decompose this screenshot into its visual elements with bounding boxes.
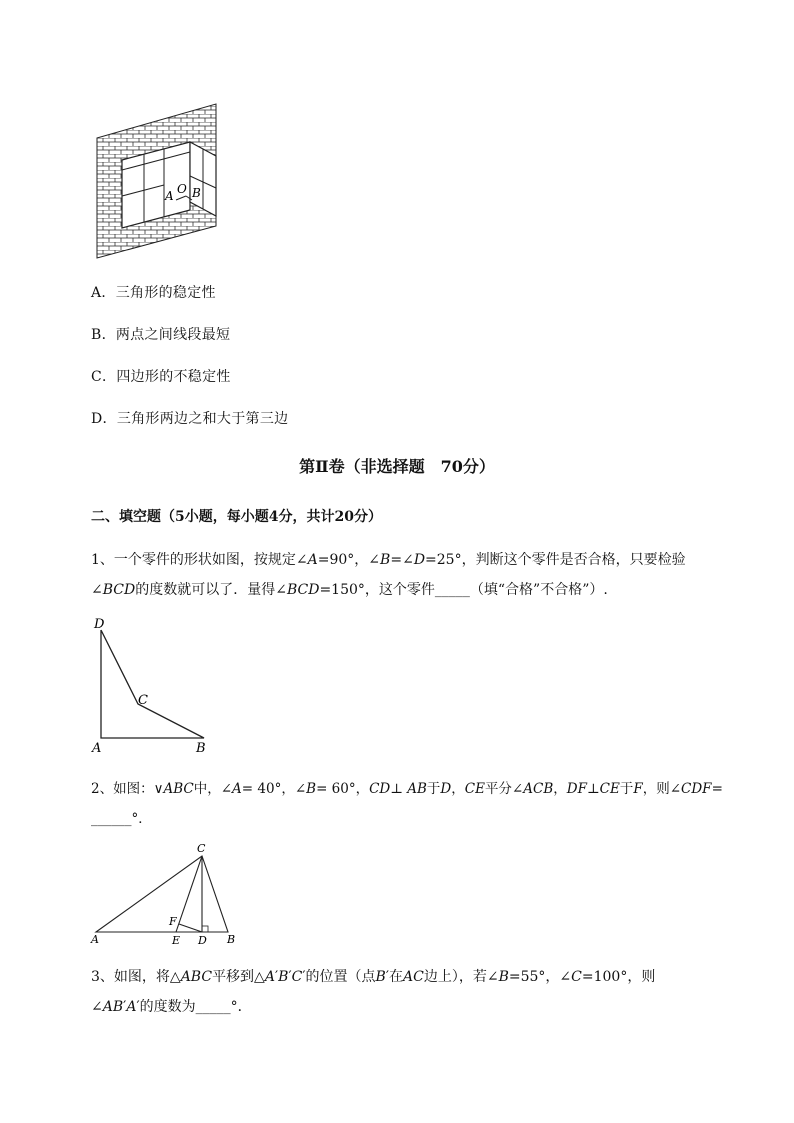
label-a: A (91, 933, 99, 946)
question-1: 1、一个零件的形状如图，按规定∠A=90°，∠B=∠D=25°，判断这个零件是否合格，只要检验 ∠BCD的度数就可以了．量得∠BCD=150°，这个零件_____（填“合格”不合格”）. (91, 552, 686, 598)
label-a: A (92, 741, 102, 756)
option-b: B．两点之间线段最短 (91, 327, 231, 343)
part-outline (101, 630, 204, 738)
label-f: F (169, 915, 177, 928)
part-heading: 二、填空题（5小题，每小题4分，共计20分） (91, 509, 382, 525)
figure-q1 (88, 612, 218, 757)
label-c: C (197, 842, 206, 855)
option-a: A．三角形的稳定性 (91, 285, 216, 301)
question-2: 2、如图：∨ABC中，∠A= 40°，∠B= 60°，CD⊥ AB于D，CE平分∠ACB，DF⊥CE于F，则∠CDF= ______°． (91, 781, 723, 827)
label-b: B (192, 186, 201, 200)
option-c: C．四边形的不稳定性 (91, 369, 231, 385)
label-c: C (138, 693, 148, 708)
label-e: E (172, 934, 181, 947)
figure-q2 (88, 842, 248, 950)
label-d: D (198, 934, 207, 947)
right-angle-mark (202, 926, 208, 932)
label-b: B (227, 933, 236, 946)
triangle-abc (96, 856, 228, 932)
label-a: A (165, 189, 174, 203)
segment-ce (176, 856, 202, 932)
question-3: 3、如图，将△ABC平移到△A′B′C′的位置（点B′在AC边上），若∠B=55°，∠C=100°，则 ∠AB′A′的度数为_____°． (91, 969, 656, 1015)
option-d: D．三角形两边之和大于第三边 (91, 411, 289, 427)
label-o: O (177, 182, 187, 196)
window-figure (88, 98, 228, 260)
label-d: D (94, 617, 105, 632)
label-b: B (196, 741, 206, 756)
section-title: 第Ⅱ卷（非选择题 70分） (299, 457, 495, 476)
segment-df (179, 924, 202, 932)
